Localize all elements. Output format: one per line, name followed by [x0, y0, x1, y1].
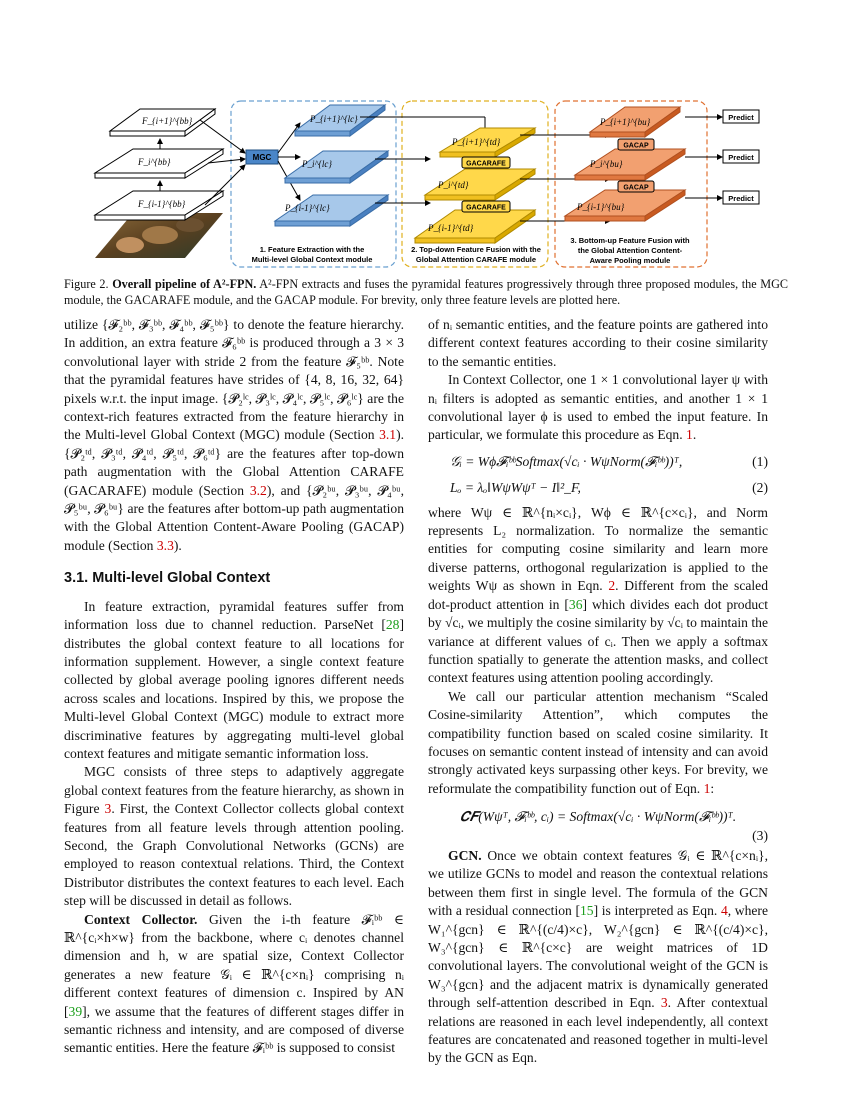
caption-title: Overall pipeline of A²-FPN.	[112, 277, 257, 291]
right-paragraph-1: of nᵢ semantic entities, and the feature points are gathered into different context features according to their cosine similarity to the semantic entities.	[428, 317, 768, 369]
cite-36[interactable]: 36	[568, 596, 583, 612]
eqn-ref-3[interactable]: 3	[660, 995, 668, 1011]
cite-39[interactable]: 39	[68, 1003, 83, 1019]
left-paragraph-1: utilize {𝓕₂ᵇᵇ, 𝓕₃ᵇᵇ, 𝓕₄ᵇᵇ, 𝓕₅ᵇᵇ} to denote the feature hierarchy. In addition, an extra feature 𝓕₆ᵇᵇ is produced through a 3 × 3 convolutional layer with stride 2 from the feature 𝓕₅ᵇᵇ. Note that the pyramidal features have strides of {4, 8, 16, 32, 64} pixels w.r.t. the input image. {𝓟₂ˡᶜ, 𝓟₃ˡᶜ, 𝓟₄ˡᶜ, 𝓟₅ˡᶜ, 𝓟₆ˡᶜ} are the context-rich features extracted from the feature hierarchy in the Multi-level Global Context (MGC) module (Section 3.1). {𝓟₂ᵗᵈ, 𝓟₃ᵗᵈ, 𝓟₄ᵗᵈ, 𝓟₅ᵗᵈ, 𝓟₆ᵗᵈ} are the features after top-down path augmentation with the Global Attention CARAFE (GACARAFE) module (Section 3.2), and {𝓟₂ᵇᵘ, 𝓟₃ᵇᵘ, 𝓟₄ᵇᵘ, 𝓟₅ᵇᵘ, 𝓟₆ᵇᵘ} are the features after bottom-up path augmentation with the Global Attention Content-Aware Pooling (GACAP) module (Section 3.3).	[64, 317, 404, 553]
equation-3: 𝑪𝑭(Wψᵀ, 𝓕ᵢᵇᵇ, cᵢ) = Softmax(√cᵢ · WψNorm(𝓕ᵢᵇᵇ))ᵀ.	[459, 809, 737, 825]
equation-1: 𝒢ᵢ = Wϕ𝓕ᵢᵇᵇSoftmax(√cᵢ · WψNorm(𝓕ᵢᵇᵇ))ᵀ, (1)	[428, 453, 768, 471]
gacarafe-label-2: GACARAFE	[466, 204, 506, 212]
module-2-label-line-1: 2. Top-down Feature Fusion with the	[411, 245, 541, 254]
section-ref-3-2[interactable]: 3.2	[249, 482, 267, 498]
section-ref-3-3[interactable]: 3.3	[156, 537, 174, 553]
lc-top-label: P_{i+1}^{lc}	[310, 114, 358, 124]
module-1-label-line-2: Multi-level Global Context module	[251, 255, 373, 264]
left-paragraph-2: In feature extraction, pyramidal features suffer from information loss due to channel reduction. ParseNet [28] distributes the global context feature to all locations for information supplement. However, a single context feature collected by global average pooling ignores different needs across scales and locations. Inspired by this, we propose the Multi-level Global Context (MGC) module to extract more discriminative features by aggregating multi-level global context features and mitigate semantic information loss.	[64, 598, 404, 761]
bu-mid-label: P_i^{bu}	[590, 159, 623, 169]
right-paragraph-2: In Context Collector, one 1 × 1 convolutional layer ψ with nᵢ filters is adopted as semantic entities, and another 1 × 1 convolutional layer ϕ is used to embed the input feature. In particular, we formulate this procedure as Eqn. 1.	[428, 372, 768, 443]
figure-ref-3[interactable]: 3	[104, 801, 112, 817]
module-2-label-line-2: Global Attention CARAFE module	[415, 255, 537, 264]
cite-15[interactable]: 15	[580, 903, 594, 919]
lc-mid-label: P_i^{lc}	[302, 159, 332, 169]
eqn-ref-2[interactable]: 2	[608, 578, 616, 594]
equation-1-number: (1)	[752, 453, 768, 469]
predict-label-3: Predict	[728, 194, 754, 203]
td-mid-label: P_i^{td}	[438, 180, 469, 190]
predict-label-1: Predict	[728, 113, 754, 122]
pipeline-figure	[90, 95, 770, 270]
caption-text: A²-FPN extracts and fuses the pyramidal features progressively through three proposed modules, the MGC module, the GACARAFE module, and the GACAP module. For brevity, only three feature levels are plotted here.	[64, 277, 788, 307]
cite-28[interactable]: 28	[385, 617, 400, 633]
equation-2-number: (2)	[752, 480, 768, 496]
left-paragraph-3: MGC consists of three steps to adaptively aggregate global context features from the feature hierarchy, as shown in Figure 3. First, the Context Collector collects global context features from all feature levels through attention pooling. Second, the Graph Convolutional Networks (GCNs) are employed to reason contextual relations. Third, the Context Distributor distributes the context features to each level. Each step will be discussed in detail as follows.	[64, 764, 405, 909]
figure-caption	[64, 276, 788, 308]
left-paragraph-4: Context Collector. Given the i-th feature 𝓕ᵢᵇᵇ ∈ ℝ^{cᵢ×h×w} from the backbone, where cᵢ denotes channel dimension and h, w are spatial size, Context Collector generates a new feature 𝒢ᵢ ∈ ℝ^{c×nᵢ} comprising nᵢ different context features of dimension c. Inspired by AN [39], we assume that the features of different stages differ in semantic richness and intensity, and are composed of diverse semantic entities. Here the feature 𝓕ᵢᵇᵇ is supposed to consist	[64, 911, 404, 1056]
eqn-ref-4[interactable]: 4	[720, 903, 728, 919]
bb-bot-label: F_{i-1}^{bb}	[138, 199, 186, 209]
bu-bot-label: P_{i-1}^{bu}	[577, 202, 625, 212]
bb-top-label: F_{i+1}^{bb}	[142, 116, 193, 126]
right-paragraph-3: where Wψ ∈ ℝ^{nᵢ×cᵢ}, Wϕ ∈ ℝ^{c×cᵢ}, and Norm represents L₂ normalization. To normalize the semantic entities for computing cosine similarity and learn more diverse patterns, orthogonal regularization is applied to the weights Wψ as shown in Eqn. 2. Different from the scaled dot-product attention in [36] which divides each dot product by √cᵢ, we multiply the cosine similarity by √cᵢ to maintain the variance at different values of cᵢ. Then we apply a softmax function spatially to generate the attention masks, and collect context features using attention pooling accordingly.	[428, 504, 768, 686]
gacarafe-label-1: GACARAFE	[466, 160, 506, 168]
bb-mid-label: F_i^{bb}	[138, 157, 171, 167]
left-column	[64, 316, 404, 1058]
gacap-label-2: GACAP	[623, 184, 649, 192]
gacap-label-1: GACAP	[623, 142, 649, 150]
predict-label-2: Predict	[728, 153, 754, 162]
equation-2: Lₒ = λₒ‖WψWψᵀ − I‖²_F, (2)	[428, 479, 768, 497]
right-column	[428, 316, 768, 1068]
lc-bot-label: P_{i-1}^{lc}	[285, 203, 330, 213]
equation-3-number: (3)	[752, 827, 768, 843]
right-paragraph-4: We call our particular attention mechanism “Scaled Cosine-similarity Attention”, which computes the compatibility function based on scaled cosine similarity. It focuses on semantic content instead of intensity and can avoid strongly activated keys surpassing other keys. For brevity, we reformulate the compatibility function out of Eqn. 1:	[428, 688, 768, 796]
module-3-label-line-1: 3. Bottom-up Feature Fusion with	[570, 236, 690, 245]
module-3-label-line-3: Aware Pooling module	[589, 256, 671, 265]
right-paragraph-5: GCN. Once we obtain context features 𝒢ᵢ ∈ ℝ^{c×nᵢ}, we utilize GCNs to model and reason the contextual relations between them first in single level. The formula of the GCN with a residual connection [15] is interpreted as Eqn. 4, where W₁^{gcn} ∈ ℝ^{(c/4)×c}, W₂^{gcn} ∈ ℝ^{(c/4)×c}, W₃^{gcn} ∈ ℝ^{c×c} are weight matrices of 1D convolutional layers. The convolutional weight of the GCN is W₃^{gcn} and the adjacent matrix is dynamically generated through self-attention described in Eqn. 3. After contextual relations are reasoned in each level independently, all context features are concatenated and reasoned together in multi-level by the GCN as Eqn.	[428, 847, 768, 1066]
caption-label: Figure 2.	[64, 277, 109, 291]
eqn-ref-1[interactable]: 1	[686, 427, 693, 443]
section-heading: 3.1. Multi-level Global Context	[64, 570, 271, 587]
lc-slab-mid	[285, 151, 388, 183]
module-3-label-line-2: the Global Attention Content-	[577, 246, 683, 255]
eqn-ref-1b[interactable]: 1	[703, 780, 711, 796]
mgc-label: MGC	[252, 153, 272, 162]
td-bot-label: P_{i-1}^{td}	[428, 223, 474, 233]
module-1-label-line-1: 1. Feature Extraction with the	[259, 245, 365, 254]
td-top-label: P_{i+1}^{td}	[452, 137, 501, 147]
section-ref-3-1[interactable]: 3.1	[379, 427, 397, 443]
bu-top-label: P_{i+1}^{bu}	[600, 117, 651, 127]
